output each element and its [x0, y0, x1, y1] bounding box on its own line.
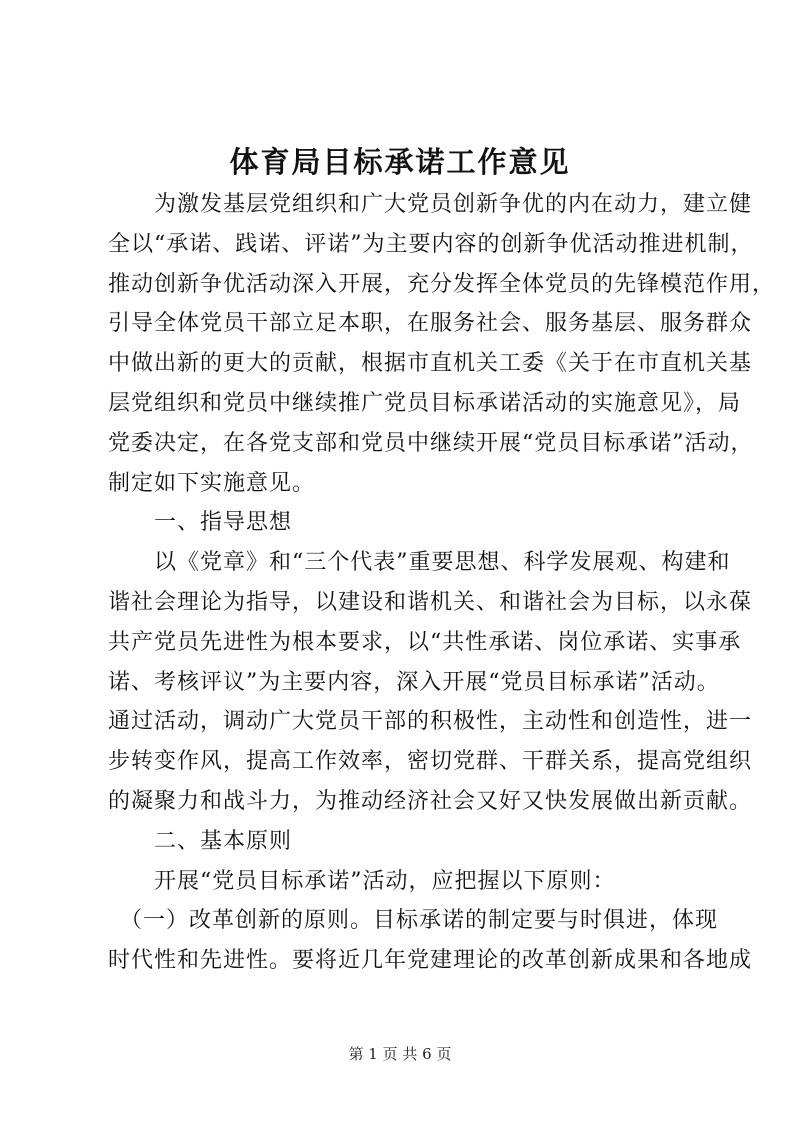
page-number-footer: 第 1 页 共 6 页 — [348, 1045, 452, 1063]
body-line: 共产党员先进性为根本要求，以“共性承诺、岗位承诺、实事承 — [108, 629, 742, 655]
body-line: 层党组织和党员中继续推广党员目标承诺活动的实施意见》，局 — [108, 390, 742, 416]
body-line: 开展“党员目标承诺”活动，应把握以下原则： — [108, 868, 616, 894]
body-line: 的凝聚力和战斗力，为推动经济社会又好又快发展做出新贡献。 — [108, 788, 753, 814]
body-line: 中做出新的更大的贡献，根据市直机关工委《关于在市直机关基 — [108, 351, 753, 377]
document-title: 体育局目标承诺工作意见 — [229, 145, 571, 179]
document-body — [108, 185, 776, 981]
body-line: 诺、考核评议”为主要内容，深入开展“党员目标承诺”活动。 — [108, 669, 720, 695]
section-heading: 二、基本原则 — [108, 828, 293, 854]
body-line: 为激发基层党组织和广大党员创新争优的内在动力，建立健 — [108, 192, 753, 217]
body-line: 通过活动，调动广大党员干部的积极性，主动性和创造性，进一 — [108, 709, 753, 735]
body-line: 制定如下实施意见。 — [108, 470, 316, 496]
body-line: 引导全体党员干部立足本职，在服务社会、服务基层、服务群众 — [108, 311, 753, 337]
body-line: 推动创新争优活动深入开展，充分发挥全体党员的先锋模范作用， — [108, 271, 776, 297]
body-line: （一）改革创新的原则。目标承诺的制定要与时俱进，体现 — [108, 908, 719, 934]
body-line: 党委决定，在各党支部和党员中继续开展“党员目标承诺”活动， — [108, 430, 754, 456]
body-line: 全以“承诺、践诺、评诺”为主要内容的创新争优活动推进机制， — [108, 231, 754, 257]
body-line: 步转变作风，提高工作效率，密切党群、干群关系，提高党组织 — [108, 749, 753, 775]
body-line: 谐社会理论为指导，以建设和谐机关、和谐社会为目标，以永葆 — [108, 589, 753, 615]
body-line: 以《党章》和“三个代表”重要思想、科学发展观、构建和 — [108, 550, 731, 576]
section-heading: 一、指导思想 — [108, 510, 293, 536]
body-line: 时代性和先进性。要将近几年党建理论的改革创新成果和各地成 — [108, 948, 753, 974]
